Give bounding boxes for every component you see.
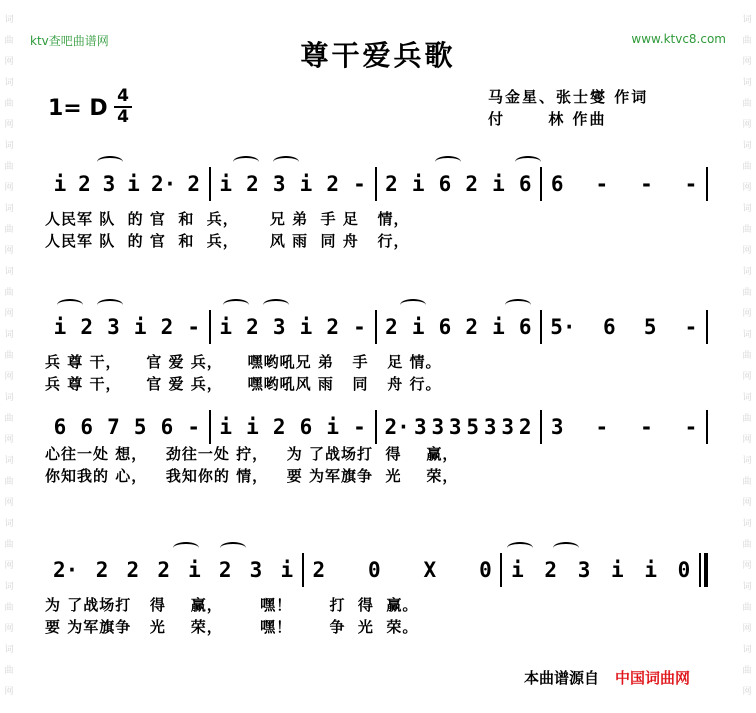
note: 6	[603, 315, 616, 339]
note: i	[326, 415, 340, 439]
time-signature-bottom: 4	[117, 107, 129, 127]
note: 2·	[150, 172, 177, 196]
notes-line	[45, 305, 708, 349]
note: -	[640, 172, 653, 196]
note: 0	[677, 558, 691, 582]
note: 2	[218, 558, 232, 582]
barline	[706, 167, 708, 201]
watermark-char: 网	[742, 57, 752, 67]
watermark-char: 网	[742, 435, 752, 445]
note: 3	[102, 172, 116, 196]
song-title: 尊干爱兵歌	[300, 39, 456, 72]
note: 2	[312, 558, 326, 582]
watermark-char: 词	[4, 393, 14, 403]
note: 3	[272, 172, 286, 196]
note: -	[187, 415, 201, 439]
note: 7	[107, 415, 120, 439]
watermark-char: 网	[742, 687, 752, 697]
watermark-char: 网	[742, 246, 752, 256]
note: i	[511, 558, 524, 582]
measure	[211, 305, 375, 349]
watermark-char: 曲	[4, 540, 14, 550]
watermark-char: 词	[4, 330, 14, 340]
note: i	[246, 415, 259, 439]
lyric-verse-1: 人民军 队 的 官 和 兵， 兄 弟 手 足 情，	[45, 210, 410, 228]
watermark-char: 曲	[742, 477, 752, 487]
watermark-char: 词	[742, 204, 752, 214]
watermark-char: 网	[4, 57, 14, 67]
watermark-char: 网	[4, 372, 14, 382]
note: i	[411, 315, 425, 339]
lyric-verse-2: 兵 尊 干， 官 爱 兵， 嘿哟吼风 雨 同 舟 行。	[45, 375, 442, 393]
note: i	[492, 172, 505, 196]
measure	[211, 162, 375, 206]
note: -	[595, 172, 609, 196]
watermark-char: 曲	[742, 225, 752, 235]
watermark-char: 网	[4, 624, 14, 634]
watermark-char: 词	[742, 645, 752, 655]
note: i	[611, 558, 624, 582]
note: 5	[466, 415, 480, 439]
watermark-char: 词	[742, 456, 752, 466]
watermark-char: 词	[4, 267, 14, 277]
watermark-site-left: ktv查吧曲谱网	[30, 34, 109, 48]
watermark-char: 曲	[742, 603, 752, 613]
watermark-char: 词	[4, 582, 14, 592]
watermark-char: 网	[742, 498, 752, 508]
note: 3	[272, 315, 286, 339]
watermark-char: 曲	[742, 99, 752, 109]
note: 2	[326, 172, 340, 196]
note: 3	[577, 558, 591, 582]
note: 3	[413, 415, 427, 439]
watermark-char: 网	[742, 372, 752, 382]
barline	[706, 310, 708, 344]
note: i	[280, 558, 294, 582]
note: 2	[518, 415, 532, 439]
watermark-char: 词	[742, 330, 752, 340]
note: 6	[80, 415, 94, 439]
watermark-char: 词	[4, 15, 14, 25]
note: 2	[95, 558, 109, 582]
note: i	[133, 315, 147, 339]
note: 2	[385, 172, 398, 196]
source-site[interactable]: 中国词曲网	[615, 669, 691, 687]
watermark-char: 词	[4, 456, 14, 466]
time-signature	[114, 88, 132, 126]
watermark-char: 网	[742, 183, 752, 193]
note: -	[684, 315, 698, 339]
note: 2·	[384, 415, 410, 439]
note: 3	[448, 415, 462, 439]
watermark-char: 词	[742, 15, 752, 25]
measure	[45, 305, 209, 349]
note: 0	[479, 558, 492, 582]
lyric-verse-2: 人民军 队 的 官 和 兵， 风 雨 同 舟 行，	[45, 232, 410, 250]
note: i	[188, 558, 201, 582]
note: 6	[550, 172, 564, 196]
measure	[45, 548, 302, 592]
watermark-char: 曲	[4, 36, 14, 46]
note: 5	[643, 315, 657, 339]
notes-line	[45, 162, 708, 206]
note: 6	[518, 315, 532, 339]
note: 2·	[53, 558, 79, 582]
note: i	[219, 315, 233, 339]
watermark-char: 词	[4, 141, 14, 151]
watermark-char: 网	[4, 183, 14, 193]
watermark-site-right: www.ktvc8.com	[631, 32, 726, 46]
note: i	[299, 315, 313, 339]
note: 6	[438, 172, 452, 196]
note: -	[353, 172, 366, 196]
note: -	[595, 415, 609, 439]
note: 3	[249, 558, 263, 582]
note: i	[219, 415, 233, 439]
note: 3	[107, 315, 120, 339]
measure	[377, 305, 541, 349]
note: i	[219, 172, 233, 196]
note: i	[411, 172, 425, 196]
watermark-char: 网	[4, 498, 14, 508]
watermark-char: 曲	[4, 162, 14, 172]
watermark-char: 曲	[4, 351, 14, 361]
measure	[377, 162, 541, 206]
watermark-char: 词	[742, 519, 752, 529]
note: 3	[550, 415, 564, 439]
watermark-char: 词	[742, 393, 752, 403]
note: 6	[53, 415, 67, 439]
note: i	[492, 315, 505, 339]
note: i	[644, 558, 657, 582]
note: i	[53, 315, 67, 339]
note: 2	[80, 315, 94, 339]
note: 2	[126, 558, 140, 582]
watermark-char: 词	[742, 267, 752, 277]
note: -	[684, 172, 698, 196]
note: 2	[544, 558, 558, 582]
note: 3	[483, 415, 497, 439]
watermark-char: 网	[742, 309, 752, 319]
barline	[706, 410, 708, 444]
lyric-verse-2: 你知我的 心， 我知你的 情， 要 为军旗争 光 荣，	[45, 467, 459, 485]
watermark-char: 网	[4, 561, 14, 571]
note: 6	[160, 415, 174, 439]
right-watermark-column	[740, 10, 754, 710]
watermark-char: 曲	[4, 288, 14, 298]
watermark-char: 词	[4, 78, 14, 88]
measure	[542, 305, 706, 349]
note: X	[423, 558, 437, 582]
note: 2	[246, 172, 259, 196]
watermark-char: 曲	[4, 603, 14, 613]
note: 0	[368, 558, 381, 582]
watermark-char: 曲	[742, 36, 752, 46]
watermark-char: 曲	[742, 666, 752, 676]
watermark-char: 网	[4, 246, 14, 256]
note: -	[187, 315, 201, 339]
watermark-char: 曲	[4, 477, 14, 487]
watermark-char: 网	[4, 309, 14, 319]
note: 2	[78, 172, 91, 196]
watermark-char: 曲	[742, 351, 752, 361]
note: -	[684, 415, 698, 439]
watermark-char: 网	[4, 687, 14, 697]
note: 2	[246, 315, 259, 339]
note: 2	[272, 415, 286, 439]
lyric-verse-2: 要 为军旗争 光 荣， 嘿！ 争 光 荣。	[45, 618, 419, 636]
key-signature: 1= D	[48, 96, 108, 121]
watermark-char: 词	[4, 645, 14, 655]
note: 6	[299, 415, 313, 439]
lyric-verse-1: 为 了战场打 得 赢， 嘿！ 打 得 赢。	[45, 596, 419, 614]
note: 2	[157, 558, 170, 582]
watermark-char: 曲	[4, 225, 14, 235]
lyricist-credit: 马金星、张士燮 作词	[488, 88, 649, 106]
lyric-verse-1: 兵 尊 干， 官 爱 兵， 嘿哟吼兄 弟 手 足 情。	[45, 353, 442, 371]
measure	[502, 548, 699, 592]
watermark-char: 网	[4, 120, 14, 130]
note: -	[353, 315, 366, 339]
lyric-verse-1: 心往一处 想， 劲往一处 拧， 为 了战场打 得 赢，	[45, 445, 459, 463]
composer-credit: 付 林 作曲	[488, 110, 607, 128]
watermark-char: 曲	[742, 414, 752, 424]
watermark-char: 网	[742, 561, 752, 571]
note: 2	[187, 172, 201, 196]
watermark-char: 曲	[4, 666, 14, 676]
watermark-char: 词	[742, 582, 752, 592]
watermark-char: 网	[4, 435, 14, 445]
note: -	[640, 415, 653, 439]
note: 6	[438, 315, 452, 339]
note: 3	[431, 415, 445, 439]
note: 2	[465, 315, 479, 339]
watermark-char: 曲	[742, 540, 752, 550]
measure	[304, 548, 501, 592]
note: -	[353, 415, 366, 439]
measure	[542, 162, 706, 206]
time-signature-top: 4	[117, 86, 129, 106]
watermark-char: 曲	[742, 162, 752, 172]
note: i	[299, 172, 313, 196]
source-credit	[524, 667, 690, 688]
watermark-char: 曲	[742, 288, 752, 298]
source-label: 本曲谱源自	[524, 669, 600, 687]
note: 2	[160, 315, 174, 339]
watermark-char: 词	[4, 204, 14, 214]
note: 3	[501, 415, 515, 439]
watermark-char: 词	[742, 141, 752, 151]
watermark-char: 网	[742, 624, 752, 634]
note: i	[53, 172, 67, 196]
note: 6	[518, 172, 532, 196]
watermark-char: 词	[4, 519, 14, 529]
note: i	[127, 172, 140, 196]
note: 5·	[550, 315, 576, 339]
final-barline	[699, 553, 708, 587]
watermark-char: 词	[742, 78, 752, 88]
note: 2	[465, 172, 479, 196]
note: 5	[133, 415, 147, 439]
measure	[45, 162, 209, 206]
watermark-char: 网	[742, 120, 752, 130]
watermark-char: 曲	[4, 414, 14, 424]
notes-line	[45, 548, 708, 592]
watermark-char: 曲	[4, 99, 14, 109]
note: 2	[326, 315, 340, 339]
note: 2	[385, 315, 398, 339]
left-watermark-column	[2, 10, 16, 710]
